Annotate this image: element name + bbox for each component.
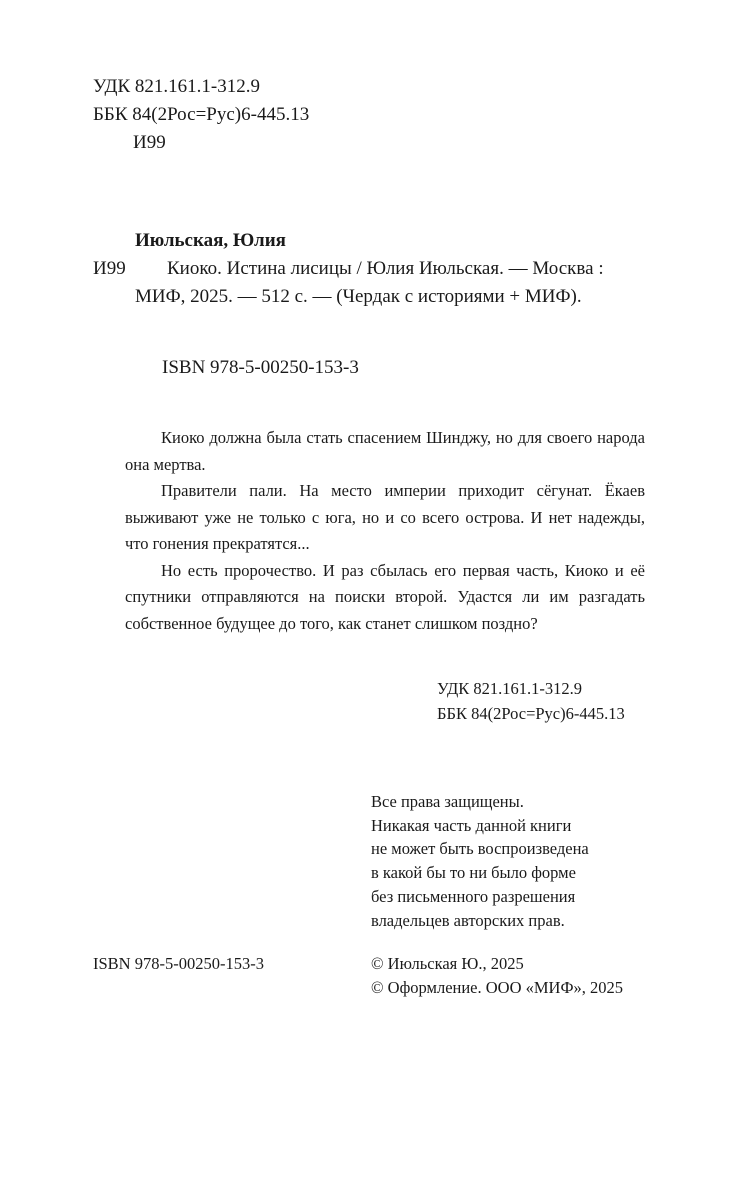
isbn-number: ISBN 978-5-00250-153-3 (162, 357, 359, 378)
annotation-paragraph: Правители пали. На место империи приходит сёгунат. Ёкаев выживают уже не только с юга, но и со всего острова. И нет надежды, что гонения прекратятся... (125, 481, 645, 553)
bbk-code: ББК 84(2Рос=Рус)6-445.13 (93, 104, 310, 125)
rights-line: Все права защищены. (371, 792, 524, 811)
rights-line: Никакая часть данной книги (371, 815, 572, 835)
annotation-paragraph: Но есть пророчество. И раз сбылась его первая часть, Киоко и её спутники отправляются на поиски второй. Удастся ли им разгадать собственное будущее до того, как станет слишком поздно? (125, 560, 645, 633)
rights-line: владельцев авторских прав. (371, 910, 565, 930)
bibliographic-description-line-2: МИФ, 2025. — 512 с. — (Чердак с историями + МИФ). (135, 286, 582, 307)
rights-notice (371, 790, 589, 932)
rights-line: не может быть воспроизведена (371, 839, 589, 859)
udk-code-repeat: УДК 821.161.1-312.9 (437, 679, 583, 698)
bibliographic-description-line-1: Киоко. Истина лисицы / Юлия Июльская. — Москва : (167, 258, 604, 279)
rights-line: в какой бы то ни было форме (371, 863, 576, 883)
author-mark-inline: И99 (93, 258, 126, 279)
annotation (125, 425, 645, 637)
author-name: Июльская, Юлия (135, 230, 286, 251)
rights-line: без письменного разрешения (371, 886, 576, 906)
author-mark: И99 (133, 132, 166, 153)
annotation-paragraph: Киоко должна была стать спасением Шинджу, но для своего народа она мертва. (125, 428, 645, 474)
copyright-author: © Июльская Ю., 2025 (371, 954, 524, 973)
isbn-number-footer: ISBN 978-5-00250-153-3 (93, 954, 264, 973)
udk-code: УДК 821.161.1-312.9 (93, 76, 260, 97)
copyright-design: © Оформление. ООО «МИФ», 2025 (371, 978, 623, 997)
bbk-code-repeat: ББК 84(2Рос=Рус)6-445.13 (437, 704, 625, 723)
